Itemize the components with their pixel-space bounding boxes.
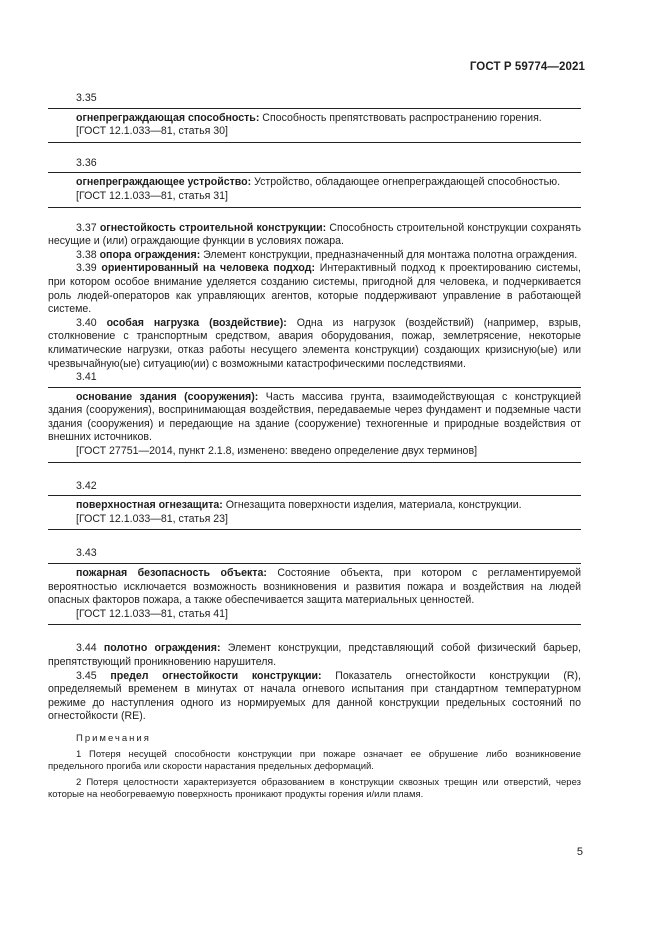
term-title: ориентированный на человека подход: [101, 262, 315, 275]
term-number: 3.36 [76, 156, 97, 169]
term-title: основание здания (сооружения): [76, 390, 259, 403]
term-definition [48, 112, 581, 126]
term-title: огнепреграждающее устройство: [76, 176, 252, 189]
term-number: 3.44 [76, 642, 97, 655]
notes-title: Примечания [76, 732, 151, 744]
term-title: особая нагрузка (воздействие): [106, 316, 287, 329]
term-definition [48, 499, 581, 513]
term-text: Огнезащита поверхности изделия, материала, конструкции. [222, 499, 522, 512]
note-1: 1 Потеря несущей способности конструкции при пожаре означает ее обрушение либо возникновение предельного прогиба или скорости нарастания предельных деформаций. [48, 748, 581, 773]
term-text: Элемент конструкции, представляющий собой физический барьер, препятствующий проникновению нарушителя. [48, 642, 581, 668]
term-number: 3.43 [76, 547, 97, 560]
term-3-39 [48, 262, 581, 316]
term-title: опора ограждения: [99, 248, 201, 261]
term-number: 3.38 [76, 248, 97, 261]
term-number: 3.37 [76, 221, 97, 234]
term-source: [ГОСТ 12.1.033—81, статья 30] [76, 125, 229, 138]
term-definition [48, 176, 581, 190]
term-number: 3.40 [76, 316, 97, 329]
term-title: огнестойкость строительной конструкции: [99, 221, 327, 234]
term-source: [ГОСТ 12.1.033—81, статья 31] [76, 189, 229, 202]
term-title: огнепреграждающая способность: [76, 111, 260, 124]
term-title: пожарная безопасность объекта: [76, 567, 267, 580]
page-content [48, 92, 581, 802]
term-text: Элемент конструкции, предназначенный для монтажа полотна ограждения. [200, 248, 578, 261]
term-number: 3.45 [76, 669, 97, 682]
page-number: 5 [576, 846, 583, 858]
term-title: предел огнестойкости конструкции: [110, 669, 322, 682]
term-3-38 [48, 249, 581, 263]
term-text: Способность строительной конструкции сохранять несущие и (или) ограждающие функции в условиях пожара. [48, 221, 581, 248]
term-title: поверхностная огнезащита: [76, 499, 223, 512]
term-source: [ГОСТ 12.1.033—81, статья 23] [76, 512, 229, 525]
term-3-40 [48, 317, 581, 371]
term-title: полотно ограждения: [103, 642, 221, 655]
term-text: Состояние объекта, при котором с регламентируемой вероятностью исключается возможность возникновения и развития пожара и воздействия на людей опасных факторов пожара, а также обеспечивается защита материальных ценностей. [48, 567, 581, 607]
term-text: Интерактивный подход к проектированию системы, при котором особое внимание уделяется созданию системы, пригодной для человека, и подчеркивается роль людей-операторов как управляющих агентов, которые поддерживают управление в работающей системе. [48, 262, 581, 316]
term-text: Устройство, обладающее огнепреграждающей способностью. [251, 176, 561, 189]
term-number: 3.35 [76, 92, 97, 104]
term-3-37 [48, 222, 581, 249]
term-box-3-35 [48, 108, 581, 143]
note-2: 2 Потеря целостности характеризуется образованием в конструкции сквозных трещин или отверстий, через которые на необогреваемую поверхность проникают продукты горения и/или пламя. [48, 776, 581, 801]
term-definition [48, 391, 581, 445]
term-definition [48, 567, 581, 608]
term-text: Показатель огнестойкости конструкции (R), определяемый временем в минутах от начала огневого испытания при стандартном температурном режиме до наступления одного из нормируемых для данной конструкции предельных состояний по огнестойкости (RE). [48, 669, 581, 723]
term-number: 3.39 [76, 262, 97, 275]
term-box-3-43 [48, 563, 581, 625]
term-text: Способность препятствовать распространению горения. [259, 111, 542, 124]
term-source: [ГОСТ 12.1.033—81, статья 41] [76, 607, 229, 620]
term-box-3-42 [48, 495, 581, 530]
term-text: Часть массива грунта, взаимодействующая с конструкцией здания (сооружения), воспринимающая воздействия, передаваемые через фундамент и подземные части здания (сооружения) и передающие на здание (сооружение) техногенные и природные воздействия от внешних источников. [48, 390, 581, 444]
term-number: 3.41 [76, 371, 97, 384]
term-number: 3.42 [76, 479, 97, 492]
standard-code: ГОСТ Р 59774—2021 [469, 61, 585, 73]
term-box-3-36 [48, 172, 581, 207]
term-box-3-41 [48, 387, 581, 463]
term-3-45 [48, 670, 581, 724]
term-text: Одна из нагрузок (воздействий) (например, взрыв, столкновение с транспортным средством, авария оборудования, пожар, землетрясение, некоторые климатические нагрузки, отказ работы несущего элемента конструкции) создающих кризисную(ые) или чрезвычайную(ые) ситуацию(ии) с возможными катастрофическими последствиями. [48, 316, 582, 370]
term-3-44 [48, 642, 581, 669]
term-source: [ГОСТ 27751—2014, пункт 2.1.8, изменено: введено определение двух терминов] [76, 445, 478, 458]
